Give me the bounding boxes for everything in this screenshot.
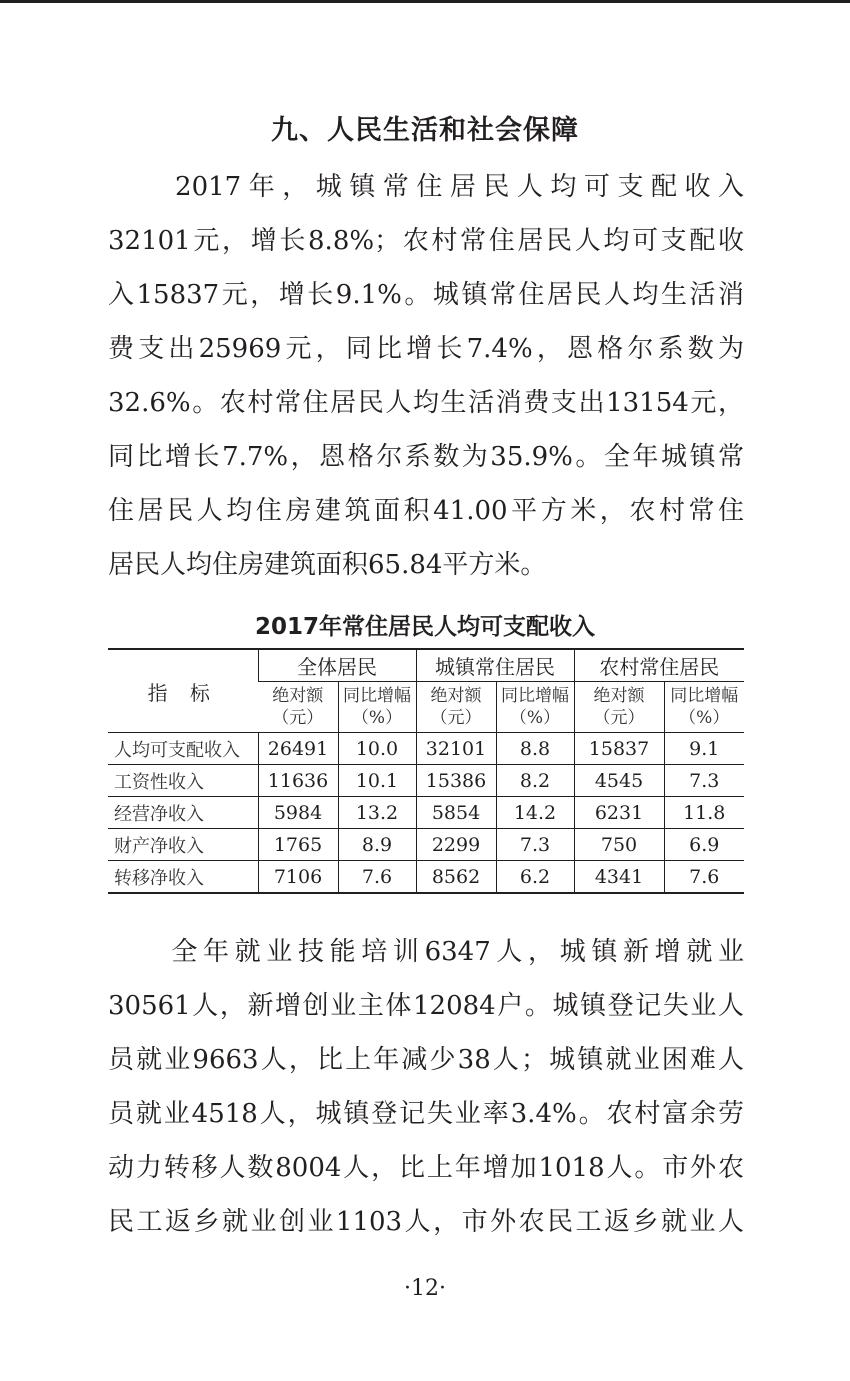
table-cell: 1765 xyxy=(258,829,338,861)
table-cell: 32101 xyxy=(416,733,496,765)
group-header: 城镇常住居民 xyxy=(416,649,574,682)
text-line: 员就业9663人，比上年减少38人；城镇就业困难人 xyxy=(108,1045,744,1075)
text-line: 费支出25969元，同比增长7.4%，恩格尔系数为 xyxy=(108,334,744,364)
table-cell: 6.9 xyxy=(664,829,744,861)
table-cell: 10.0 xyxy=(338,733,416,765)
table-cell: 11636 xyxy=(258,765,338,797)
table-cell: 10.1 xyxy=(338,765,416,797)
table-cell: 5854 xyxy=(416,797,496,829)
table-cell: 9.1 xyxy=(664,733,744,765)
table-cell: 2299 xyxy=(416,829,496,861)
text-line: 32101元，增长8.8%；农村常住居民人均可支配收 xyxy=(108,226,744,256)
sub-header: 绝对额 （元） xyxy=(416,682,496,733)
row-label: 财产净收入 xyxy=(108,829,258,861)
text-line: 32.6%。农村常住居民人均生活消费支出13154元， xyxy=(108,388,744,418)
index-header: 指 标 xyxy=(108,649,258,733)
text-line: 同比增长7.7%，恩格尔系数为35.9%。全年城镇常 xyxy=(108,442,744,472)
row-label: 转移净收入 xyxy=(108,861,258,894)
income-table xyxy=(108,648,744,894)
section-heading: 九、人民生活和社会保障 xyxy=(271,115,579,146)
text-line: 居民人均住房建筑面积65.84平方米。 xyxy=(108,550,547,580)
table-cell: 7.6 xyxy=(664,861,744,894)
sub-header: 绝对额 （元） xyxy=(574,682,664,733)
row-label: 人均可支配收入 xyxy=(108,733,258,765)
table-cell: 8.9 xyxy=(338,829,416,861)
row-label: 经营净收入 xyxy=(108,797,258,829)
table-cell: 15386 xyxy=(416,765,496,797)
table-row xyxy=(108,861,744,894)
text-line: 全年就业技能培训6347人，城镇新增就业 xyxy=(108,937,744,967)
sub-header: 绝对额 （元） xyxy=(272,686,324,728)
table-cell: 4545 xyxy=(574,765,664,797)
table-cell: 4341 xyxy=(574,861,664,894)
sub-header: 同比增幅 （%） xyxy=(496,682,574,733)
table-row xyxy=(108,765,744,797)
text-line: 入15837元，增长9.1%。城镇常住居民人均生活消 xyxy=(108,280,744,310)
text-line: 住居民人均住房建筑面积41.00平方米，农村常住 xyxy=(108,496,744,526)
table-cell: 750 xyxy=(574,829,664,861)
table-cell: 6.2 xyxy=(496,861,574,894)
table-cell: 15837 xyxy=(574,733,664,765)
table-cell: 5984 xyxy=(258,797,338,829)
table-cell: 13.2 xyxy=(338,797,416,829)
table-cell: 7.6 xyxy=(338,861,416,894)
table-cell: 26491 xyxy=(258,733,338,765)
table-row xyxy=(108,733,744,765)
top-rule xyxy=(0,0,850,3)
table-cell: 8.8 xyxy=(496,733,574,765)
paragraph-employment xyxy=(108,925,744,1249)
sub-header: 同比增幅 （%） xyxy=(664,682,744,733)
table-title: 2017年常住居民人均可支配收入 xyxy=(254,614,595,640)
table-cell: 11.8 xyxy=(664,797,744,829)
table-cell: 14.2 xyxy=(496,797,574,829)
table-cell: 7106 xyxy=(258,861,338,894)
text-line: 30561人，新增创业主体12084户。城镇登记失业人 xyxy=(108,991,744,1021)
page-number: ·12· xyxy=(404,1276,446,1301)
table-cell: 7.3 xyxy=(496,829,574,861)
table-cell: 7.3 xyxy=(664,765,744,797)
paragraph-living-standards xyxy=(108,160,744,592)
row-label: 工资性收入 xyxy=(108,765,258,797)
text-line: 民工返乡就业创业1103人，市外农民工返乡就业人 xyxy=(108,1207,744,1237)
group-header: 农村常住居民 xyxy=(574,649,744,682)
table-cell: 8.2 xyxy=(496,765,574,797)
group-header: 全体居民 xyxy=(258,649,416,682)
table-cell: 8562 xyxy=(416,861,496,894)
table-row xyxy=(108,829,744,861)
text-line: 动力转移人数8004人，比上年增加1018人。市外农 xyxy=(108,1153,744,1183)
text-line: 员就业4518人，城镇登记失业率3.4%。农村富余劳 xyxy=(108,1099,744,1129)
table-row xyxy=(108,797,744,829)
sub-header: 同比增幅 （%） xyxy=(338,682,416,733)
text-line: 2017年，城镇常住居民人均可支配收入 xyxy=(108,172,744,202)
table-cell: 6231 xyxy=(574,797,664,829)
